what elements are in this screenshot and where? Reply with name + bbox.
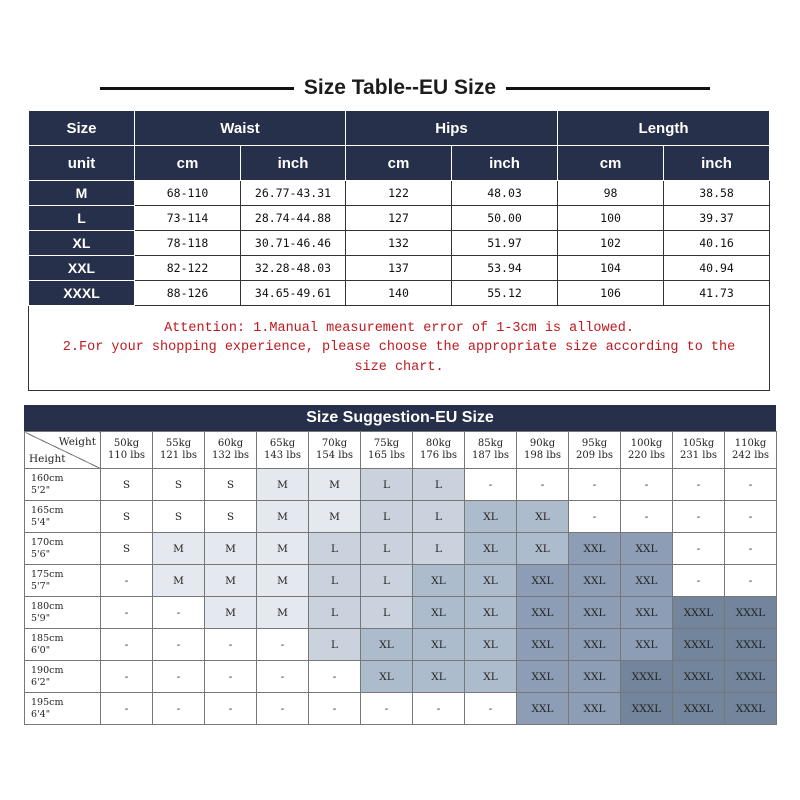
suggested-size-cell: - — [569, 469, 621, 501]
value-cell: 73-114 — [135, 206, 241, 231]
page-title: Size Table--EU Size — [0, 72, 800, 104]
value-cell: 137 — [346, 256, 452, 281]
table-row — [29, 281, 770, 306]
attention-row — [29, 306, 770, 391]
weight-lbs: 132 lbs — [212, 450, 249, 461]
weight-lbs: 143 lbs — [264, 450, 301, 461]
height-cm: 185cm — [31, 632, 64, 644]
suggested-size-cell: - — [101, 597, 153, 629]
size-label: XL — [29, 231, 135, 256]
suggested-size-cell: L — [413, 469, 465, 501]
weight-kg: 50kg — [113, 438, 140, 449]
suggested-size-cell: M — [257, 597, 309, 629]
suggested-size-cell: S — [153, 469, 205, 501]
suggested-size-cell: L — [361, 565, 413, 597]
attention-line-1: Attention: 1.Manual measurement error of 1-3cm is allowed. — [164, 320, 634, 336]
value-cell: 30.71-46.46 — [241, 231, 346, 256]
weight-lbs: 209 lbs — [576, 450, 613, 461]
height-row — [25, 469, 777, 501]
suggested-size-cell: L — [413, 501, 465, 533]
weight-lbs: 242 lbs — [732, 450, 769, 461]
weight-column-header — [153, 432, 205, 469]
height-row — [25, 597, 777, 629]
height-row — [25, 629, 777, 661]
suggested-size-cell: XL — [465, 629, 517, 661]
weight-column-header — [465, 432, 517, 469]
suggested-size-cell: S — [101, 469, 153, 501]
suggested-size-cell: XL — [465, 597, 517, 629]
suggested-size-cell: L — [309, 533, 361, 565]
suggested-size-cell: XXL — [621, 629, 673, 661]
table-row — [29, 231, 770, 256]
suggested-size-cell: XXL — [569, 629, 621, 661]
suggested-size-cell: XL — [517, 533, 569, 565]
unit-cell: cm — [558, 146, 664, 181]
weight-column-header — [257, 432, 309, 469]
weight-kg: 100kg — [630, 438, 663, 449]
unit-header: unit — [29, 146, 135, 181]
suggested-size-cell: XL — [413, 565, 465, 597]
suggested-size-cell: M — [205, 533, 257, 565]
value-cell: 88-126 — [135, 281, 241, 306]
suggested-size-cell: - — [153, 629, 205, 661]
suggested-size-cell: - — [725, 501, 777, 533]
suggested-size-cell: - — [673, 469, 725, 501]
unit-cell: inch — [664, 146, 770, 181]
height-ft: 5'2" — [31, 484, 51, 496]
suggested-size-cell: S — [205, 469, 257, 501]
weight-kg: 70kg — [321, 438, 348, 449]
unit-cell: cm — [346, 146, 452, 181]
suggested-size-cell: S — [101, 501, 153, 533]
size-header: Size — [29, 111, 135, 146]
suggested-size-cell: XXL — [517, 597, 569, 629]
suggested-size-cell: - — [257, 629, 309, 661]
height-ft: 6'4" — [31, 708, 51, 720]
height-cm: 190cm — [31, 664, 64, 676]
weight-kg: 105kg — [682, 438, 715, 449]
weight-label: Weight — [58, 436, 96, 448]
value-cell: 34.65-49.61 — [241, 281, 346, 306]
suggested-size-cell: - — [361, 693, 413, 725]
waist-header: Waist — [135, 111, 346, 146]
weight-column-header — [673, 432, 725, 469]
suggested-size-cell: M — [257, 501, 309, 533]
value-cell: 32.28-48.03 — [241, 256, 346, 281]
value-cell: 100 — [558, 206, 664, 231]
suggested-size-cell: L — [361, 597, 413, 629]
value-cell: 132 — [346, 231, 452, 256]
value-cell: 48.03 — [452, 181, 558, 206]
weight-column-header — [309, 432, 361, 469]
weight-header-row — [25, 432, 777, 469]
suggested-size-cell: L — [361, 501, 413, 533]
size-suggestion-table — [24, 431, 777, 725]
suggested-size-cell: - — [725, 565, 777, 597]
suggested-size-cell: M — [309, 501, 361, 533]
height-ft: 6'0" — [31, 644, 51, 656]
group-header-row — [29, 111, 770, 146]
value-cell: 82-122 — [135, 256, 241, 281]
size-label: XXL — [29, 256, 135, 281]
weight-kg: 55kg — [165, 438, 192, 449]
suggested-size-cell: XL — [465, 501, 517, 533]
weight-kg: 90kg — [529, 438, 556, 449]
suggested-size-cell: S — [205, 501, 257, 533]
suggested-size-cell: XXXL — [725, 661, 777, 693]
value-cell: 50.00 — [452, 206, 558, 231]
suggested-size-cell: - — [517, 469, 569, 501]
height-cm: 170cm — [31, 536, 64, 548]
suggested-size-cell: M — [205, 597, 257, 629]
value-cell: 127 — [346, 206, 452, 231]
suggested-size-cell: M — [257, 533, 309, 565]
suggested-size-cell: XXXL — [673, 597, 725, 629]
suggested-size-cell: - — [205, 661, 257, 693]
suggested-size-cell: L — [309, 597, 361, 629]
suggested-size-cell: XXL — [569, 533, 621, 565]
suggested-size-cell: XXL — [569, 693, 621, 725]
suggested-size-cell: - — [413, 693, 465, 725]
suggested-size-cell: XXL — [569, 565, 621, 597]
suggested-size-cell: M — [153, 533, 205, 565]
suggested-size-cell: - — [569, 501, 621, 533]
suggested-size-cell: - — [205, 629, 257, 661]
suggested-size-cell: XXL — [569, 597, 621, 629]
suggested-size-cell: - — [465, 693, 517, 725]
height-row-header — [25, 533, 101, 565]
weight-lbs: 187 lbs — [472, 450, 509, 461]
weight-lbs: 176 lbs — [420, 450, 457, 461]
suggested-size-cell: XXXL — [673, 693, 725, 725]
suggested-size-cell: M — [153, 565, 205, 597]
weight-column-header — [725, 432, 777, 469]
suggested-size-cell: XXXL — [673, 661, 725, 693]
suggested-size-cell: XXXL — [621, 693, 673, 725]
suggested-size-cell: XL — [361, 629, 413, 661]
height-ft: 5'7" — [31, 580, 51, 592]
height-row — [25, 565, 777, 597]
height-cm: 165cm — [31, 504, 64, 516]
weight-kg: 60kg — [217, 438, 244, 449]
height-row-header — [25, 661, 101, 693]
table-row — [29, 256, 770, 281]
value-cell: 39.37 — [664, 206, 770, 231]
suggested-size-cell: M — [257, 565, 309, 597]
suggested-size-cell: - — [673, 533, 725, 565]
suggested-size-cell: L — [361, 469, 413, 501]
suggested-size-cell: XXXL — [725, 693, 777, 725]
attention-line-2: 2.For your shopping experience, please choose the appropriate size according to the size chart. — [62, 340, 736, 375]
suggested-size-cell: XL — [413, 597, 465, 629]
suggested-size-cell: L — [309, 565, 361, 597]
weight-lbs: 165 lbs — [368, 450, 405, 461]
value-cell: 41.73 — [664, 281, 770, 306]
suggested-size-cell: XXXL — [725, 629, 777, 661]
suggested-size-cell: XXL — [517, 661, 569, 693]
value-cell: 38.58 — [664, 181, 770, 206]
weight-kg: 80kg — [425, 438, 452, 449]
unit-cell: inch — [241, 146, 346, 181]
weight-kg: 75kg — [373, 438, 400, 449]
value-cell: 28.74-44.88 — [241, 206, 346, 231]
height-row-header — [25, 469, 101, 501]
weight-kg: 85kg — [477, 438, 504, 449]
height-row — [25, 533, 777, 565]
height-ft: 5'6" — [31, 548, 51, 560]
height-ft: 5'4" — [31, 516, 51, 528]
weight-lbs: 110 lbs — [108, 450, 145, 461]
weight-lbs: 231 lbs — [680, 450, 717, 461]
suggested-size-cell: - — [205, 693, 257, 725]
unit-cell: inch — [452, 146, 558, 181]
size-label: M — [29, 181, 135, 206]
weight-column-header — [621, 432, 673, 469]
suggested-size-cell: - — [309, 693, 361, 725]
suggested-size-cell: - — [621, 469, 673, 501]
suggested-size-cell: - — [725, 533, 777, 565]
height-ft: 5'9" — [31, 612, 51, 624]
size-label: XXXL — [29, 281, 135, 306]
suggested-size-cell: XXXL — [725, 597, 777, 629]
attention-note — [29, 306, 770, 391]
unit-cell: cm — [135, 146, 241, 181]
value-cell: 98 — [558, 181, 664, 206]
length-header: Length — [558, 111, 770, 146]
suggested-size-cell: - — [101, 661, 153, 693]
value-cell: 102 — [558, 231, 664, 256]
height-ft: 6'2" — [31, 676, 51, 688]
suggested-size-cell: XXL — [621, 597, 673, 629]
value-cell: 106 — [558, 281, 664, 306]
suggested-size-cell: - — [257, 693, 309, 725]
size-label: L — [29, 206, 135, 231]
suggested-size-cell: XXL — [517, 565, 569, 597]
suggested-size-cell: - — [153, 693, 205, 725]
suggested-size-cell: - — [257, 661, 309, 693]
weight-lbs: 198 lbs — [524, 450, 561, 461]
suggested-size-cell: M — [257, 469, 309, 501]
height-row-header — [25, 501, 101, 533]
title-rule-left — [100, 87, 290, 90]
height-row — [25, 693, 777, 725]
value-cell: 78-118 — [135, 231, 241, 256]
value-cell: 40.16 — [664, 231, 770, 256]
suggested-size-cell: XL — [361, 661, 413, 693]
weight-column-header — [517, 432, 569, 469]
table-row — [29, 181, 770, 206]
weight-column-header — [361, 432, 413, 469]
suggested-size-cell: S — [101, 533, 153, 565]
suggested-size-cell: - — [673, 565, 725, 597]
suggested-size-cell: - — [153, 597, 205, 629]
suggested-size-cell: XXL — [621, 565, 673, 597]
suggested-size-cell: L — [413, 533, 465, 565]
title-rule-right — [522, 87, 710, 90]
corner-cell — [25, 432, 101, 469]
height-cm: 180cm — [31, 600, 64, 612]
weight-kg: 110kg — [734, 438, 767, 449]
value-cell: 26.77-43.31 — [241, 181, 346, 206]
table-row — [29, 206, 770, 231]
height-row-header — [25, 629, 101, 661]
suggested-size-cell: XL — [413, 661, 465, 693]
weight-lbs: 121 lbs — [160, 450, 197, 461]
size-suggestion-section — [24, 405, 776, 725]
suggested-size-cell: XXL — [517, 629, 569, 661]
suggested-size-cell: XXL — [517, 693, 569, 725]
suggested-size-cell: XL — [517, 501, 569, 533]
weight-column-header — [205, 432, 257, 469]
suggested-size-cell: L — [309, 629, 361, 661]
suggested-size-cell: M — [205, 565, 257, 597]
suggested-size-cell: XXXL — [673, 629, 725, 661]
weight-column-header — [569, 432, 621, 469]
suggested-size-cell: XL — [465, 565, 517, 597]
weight-lbs: 220 lbs — [628, 450, 665, 461]
height-row — [25, 501, 777, 533]
suggested-size-cell: XL — [413, 629, 465, 661]
weight-kg: 95kg — [581, 438, 608, 449]
suggested-size-cell: - — [673, 501, 725, 533]
suggested-size-cell: - — [465, 469, 517, 501]
value-cell: 51.97 — [452, 231, 558, 256]
suggested-size-cell: XXL — [621, 533, 673, 565]
value-cell: 122 — [346, 181, 452, 206]
height-label: Height — [29, 453, 66, 465]
weight-kg: 65kg — [269, 438, 296, 449]
value-cell: 55.12 — [452, 281, 558, 306]
value-cell: 104 — [558, 256, 664, 281]
suggested-size-cell: XL — [465, 533, 517, 565]
height-row-header — [25, 565, 101, 597]
height-row-header — [25, 693, 101, 725]
value-cell: 40.94 — [664, 256, 770, 281]
weight-lbs: 154 lbs — [316, 450, 353, 461]
suggested-size-cell: XL — [465, 661, 517, 693]
height-row-header — [25, 597, 101, 629]
suggested-size-cell: - — [101, 629, 153, 661]
suggested-size-cell: - — [309, 661, 361, 693]
unit-header-row — [29, 146, 770, 181]
height-cm: 195cm — [31, 696, 64, 708]
suggested-size-cell: - — [153, 661, 205, 693]
suggested-size-cell: L — [361, 533, 413, 565]
height-row — [25, 661, 777, 693]
weight-column-header — [101, 432, 153, 469]
hips-header: Hips — [346, 111, 558, 146]
suggested-size-cell: - — [101, 565, 153, 597]
height-cm: 160cm — [31, 472, 64, 484]
suggested-size-cell: S — [153, 501, 205, 533]
suggested-size-cell: M — [309, 469, 361, 501]
suggested-size-cell: - — [725, 469, 777, 501]
suggestion-title: Size Suggestion-EU Size — [24, 405, 776, 431]
suggested-size-cell: XXL — [569, 661, 621, 693]
suggested-size-cell: - — [101, 693, 153, 725]
suggested-size-cell: XXXL — [621, 661, 673, 693]
value-cell: 68-110 — [135, 181, 241, 206]
weight-column-header — [413, 432, 465, 469]
value-cell: 53.94 — [452, 256, 558, 281]
value-cell: 140 — [346, 281, 452, 306]
size-table — [28, 110, 770, 391]
suggested-size-cell: - — [621, 501, 673, 533]
height-cm: 175cm — [31, 568, 64, 580]
